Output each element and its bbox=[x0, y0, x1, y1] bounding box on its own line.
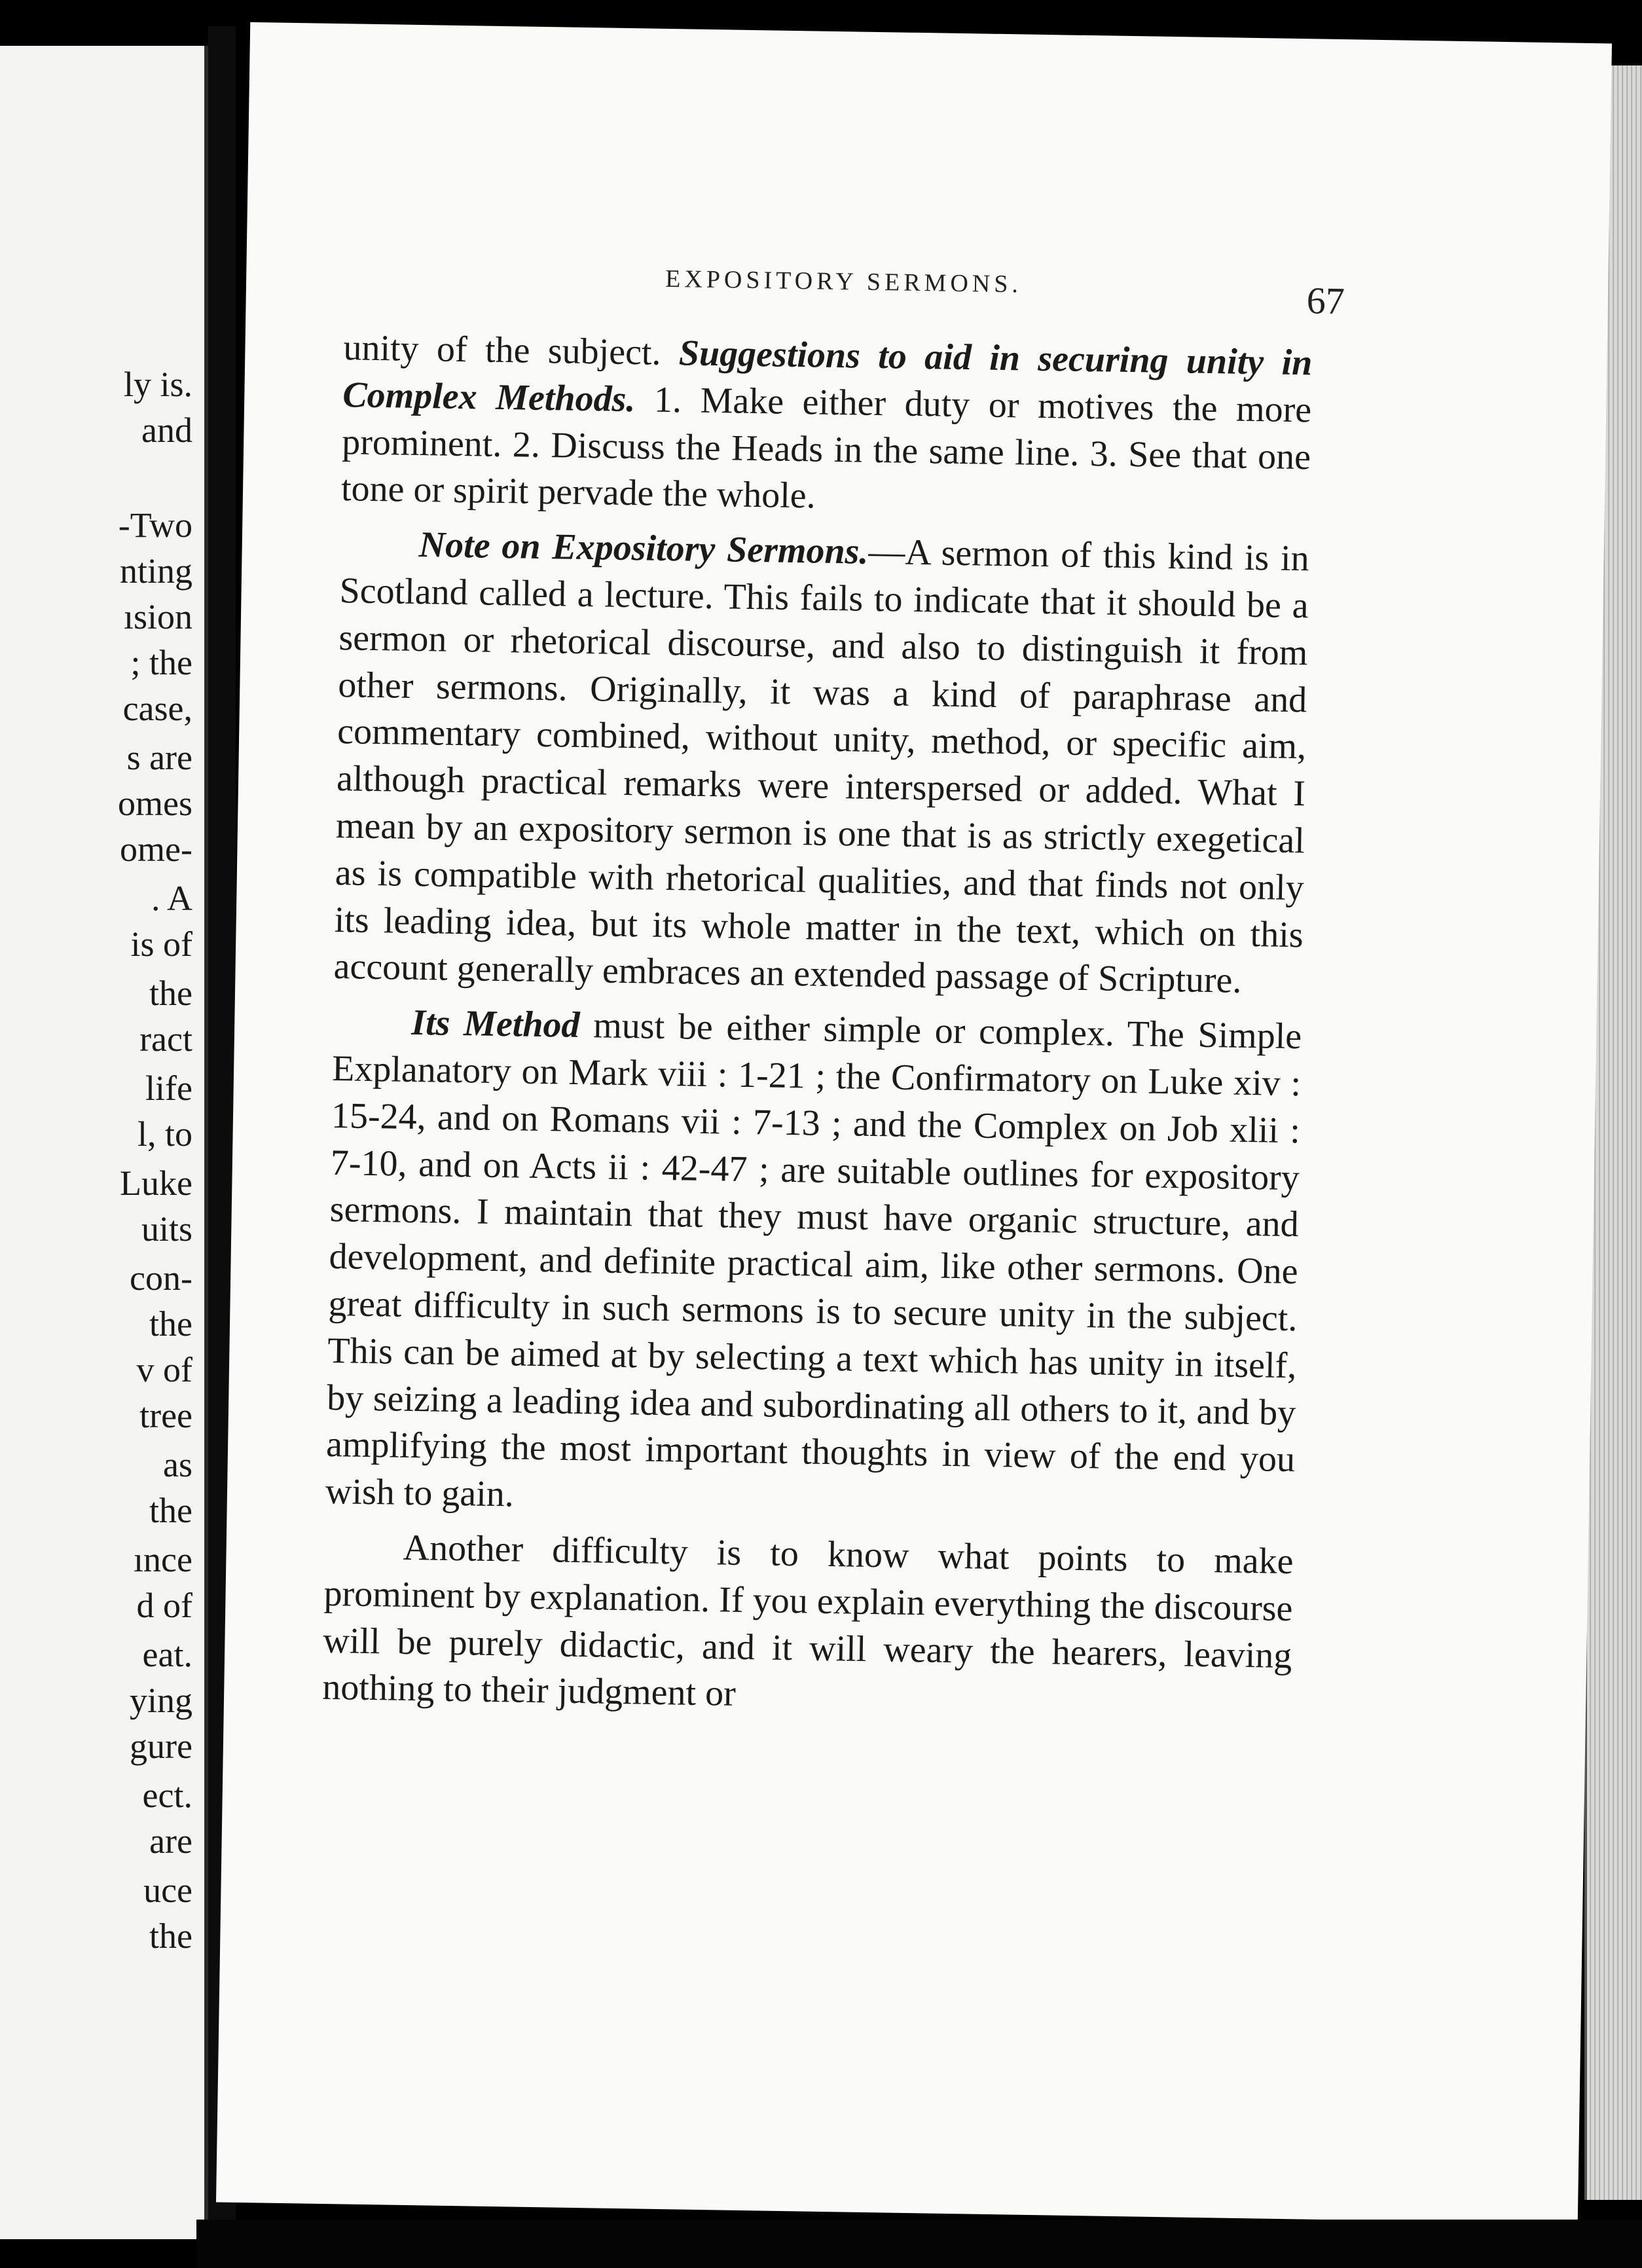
left-fragment: the bbox=[149, 1304, 192, 1344]
left-fragment: -Two bbox=[118, 505, 192, 545]
page-number: 67 bbox=[1306, 279, 1345, 323]
paragraph: Its Method must be either simple or complex. The Simple Explanatory on Mark viii : 1-21 ; the Confirmatory on Luke xiv : 15-24, and on Romans vii : 7-13 ; and the Complex on Job xlii : 7-10, and on Acts ii : 42-47 ; are suitable outlines for expository sermons. I maintain that they must have organic structure, and development, and definite practical aim, like other sermons. One great difficulty in such sermons is to secure unity in the subject. This can be aimed at by selecting a text which has unity in itself, by seizing a leading idea and subordinating all others to it, and by amplifying the most important thoughts in view of the end you wish to gain. bbox=[325, 1002, 1302, 1515]
left-fragment: uce bbox=[143, 1871, 192, 1910]
left-fragment: . A bbox=[151, 879, 192, 918]
main-page bbox=[216, 22, 1612, 2223]
left-fragment: tree bbox=[139, 1396, 192, 1435]
paragraph: Another difficulty is to know what points to make prominent by explanation. If you explain everything the discourse will be purely didactic, and it will weary the hearers, leaving nothing to their judgment or bbox=[321, 1527, 1294, 1715]
left-fragment: ly is. bbox=[123, 365, 192, 404]
left-fragment: ying bbox=[129, 1681, 192, 1720]
left-fragment: the bbox=[149, 1916, 192, 1956]
left-fragment: gure bbox=[130, 1727, 192, 1766]
left-fragment: l, to bbox=[137, 1114, 192, 1154]
left-fragment: ısion bbox=[123, 597, 192, 636]
left-fragment: ınce bbox=[134, 1540, 192, 1579]
italic-heading: Suggestions to aid in securing unity in Complex Methods. bbox=[342, 333, 1313, 420]
left-fragment: life bbox=[145, 1069, 192, 1108]
left-fragment: omes bbox=[118, 784, 192, 823]
bottom-shadow bbox=[196, 2220, 1642, 2268]
left-fragment: is of bbox=[130, 924, 192, 964]
left-fragment: the bbox=[149, 1491, 192, 1530]
left-fragment: eat. bbox=[142, 1635, 192, 1674]
left-fragment: d of bbox=[136, 1586, 192, 1625]
left-fragment: as bbox=[163, 1445, 192, 1484]
left-facing-page bbox=[0, 46, 208, 2239]
left-fragment: Luke bbox=[120, 1163, 192, 1203]
left-fragment: the bbox=[149, 974, 192, 1013]
running-head: EXPOSITORY SERMONS. bbox=[665, 265, 1023, 299]
left-fragment: v of bbox=[136, 1350, 192, 1389]
left-fragment: ract bbox=[139, 1019, 192, 1059]
left-fragment: ; the bbox=[130, 643, 192, 682]
left-fragment: s are bbox=[126, 738, 192, 777]
paragraph: Note on Expository Sermons.—A sermon of this kind is in Scotland called a lecture. This fails to indicate that it should be a sermon or rhetorical discourse, and also to distinguish it from other sermons. Originally, it was a kind of paraphrase and commentary combined, without unity, method, or specific aim, although practical remarks were interspersed or added. What I mean by an expository sermon is one that is as strictly exegetical as is compatible with rhetorical qualities, and that finds not only its leading idea, but its whole matter in the text, which on this account generally embraces an extended passage of Scripture. bbox=[333, 524, 1310, 1002]
italic-heading: Note on Expository Sermons. bbox=[418, 524, 869, 572]
left-fragment: nting bbox=[119, 551, 192, 591]
left-fragment: ect. bbox=[142, 1776, 192, 1815]
left-fragment: are bbox=[149, 1821, 192, 1861]
left-fragment: ome- bbox=[120, 830, 192, 869]
left-fragment: con- bbox=[130, 1258, 192, 1298]
italic-heading: Its Method bbox=[410, 1002, 581, 1046]
left-fragment: and bbox=[141, 411, 192, 450]
paragraph: unity of the subject. Suggestions to aid in securing unity in Complex Methods. 1. Make either duty or motives the more prominent. 2. Discuss the Heads in the same line. 3. See that one tone or spirit pervade the whole. bbox=[340, 327, 1313, 517]
body-text bbox=[322, 325, 1313, 1727]
left-fragment: uits bbox=[141, 1209, 192, 1249]
left-fragment: case, bbox=[122, 689, 192, 728]
